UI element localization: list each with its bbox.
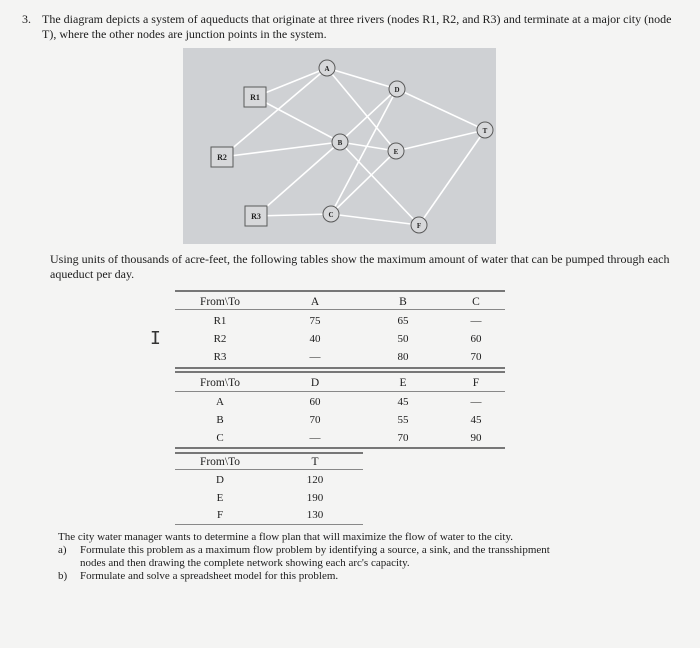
node-label-A: A [324,65,330,73]
table-cell: 130 [306,509,324,521]
node-label-D: D [394,86,400,94]
edge-C-D [331,89,397,214]
table1-bottom-rule [175,367,505,369]
table-cell: 70 [309,414,321,426]
node-E [388,143,404,159]
table1-top-rule [175,290,505,292]
table2-header-col: E [399,377,407,389]
table-row-label: R1 [213,315,227,327]
table-cell: 120 [306,474,324,486]
edge-A-D [327,68,397,89]
edge-R3-B [256,142,340,216]
table-row-label: D [216,474,224,486]
part-a [58,544,658,570]
edge-B-F [340,142,419,225]
edge-D-T [397,89,485,130]
table-cell: 80 [397,351,409,363]
table-cell: 45 [470,414,482,426]
table-row-label: R3 [213,351,227,363]
node-B [332,134,348,150]
closing-section [58,531,658,583]
node-D [389,81,405,97]
table1-header-col: A [310,296,320,308]
table3-header-from: From\To [199,456,241,468]
edge-C-F [331,214,419,225]
table3-header-col: T [311,456,319,468]
closing-text: The city water manager wants to determine a flow plan that will maximize the flow of water to the city. [58,531,514,543]
tables-intro-text: Using units of thousands of acre-feet, the following tables show the maximum amount of water that can be pumped through each aqueduct per day. [50,252,670,281]
node-label-R2: R2 [217,153,227,162]
table2-header-col: F [472,377,480,389]
node-label-R3: R3 [251,212,261,221]
table-row-label: B [216,414,224,426]
table-cell: — [309,432,321,444]
table-row-label: A [216,396,224,408]
table1-header-col: C [472,296,480,308]
table-cell: — [470,315,482,327]
table2-header-col: D [310,377,320,389]
aqueduct-network-diagram [183,48,496,244]
node-label-F: F [416,222,422,230]
network-svg [183,48,496,244]
table-cell: 75 [309,315,321,327]
part-a-label: a) [58,544,67,556]
node-label-R1: R1 [250,93,260,102]
table-row-label: C [216,432,224,444]
node-R1 [244,87,266,107]
table1-header-col: B [399,296,407,308]
node-F [411,217,427,233]
table-cell: 70 [470,351,482,363]
table-row-label: F [216,509,224,521]
table3-top-rule [175,452,363,454]
part-b-text: Formulate and solve a spreadsheet model for this problem. [80,570,339,582]
question-number: 3. [22,12,31,26]
table-cell: 65 [397,315,409,327]
table-cell: 60 [309,396,321,408]
table-cell: — [470,396,482,408]
edge-F-T [419,130,485,225]
table3-bottom-rule [175,524,363,525]
node-T [477,122,493,138]
table2-bottom-rule [175,447,505,449]
table-cell: 45 [397,396,409,408]
table-cell: 55 [397,414,409,426]
table1-header-from: From\To [199,296,241,308]
edge-R2-A [222,68,327,157]
table2-header-rule [175,391,505,392]
node-R2 [211,147,233,167]
table-cell: 50 [397,333,409,345]
part-a-text: Formulate this problem as a maximum flow problem by identifying a source, a sink, and the transshipment [80,544,550,556]
table2-header-from: From\To [199,377,241,389]
edge-R2-B [222,142,340,157]
table2-top-rule [175,371,505,373]
table-cell: 60 [470,333,482,345]
edge-R1-B [255,97,340,142]
node-label-B: B [337,139,343,147]
table-cell: — [309,351,321,363]
node-R3 [245,206,267,226]
question-text: The diagram depicts a system of aqueducts that originate at three rivers (nodes R1, R2, and R3) and terminate at a major city (node T), where the other nodes are junction points in the system. [42,12,672,41]
node-A [319,60,335,76]
table1-header-rule [175,309,505,310]
node-C [323,206,339,222]
part-a-text-continued: nodes and then drawing the complete network showing each arc's capacity. [80,557,410,569]
table-cell: 40 [309,333,321,345]
table-row-label: E [216,492,224,504]
part-b [58,570,658,583]
table-cell: 90 [470,432,482,444]
part-b-label: b) [58,570,68,582]
table3-header-rule [175,469,363,470]
edge-B-D [340,89,397,142]
node-label-T: T [482,127,488,135]
node-label-C: C [328,211,334,219]
table-cell: 70 [397,432,409,444]
text-cursor-icon: I [150,328,161,349]
node-label-E: E [393,148,399,156]
edge-C-E [331,151,396,214]
table-cell: 190 [306,492,324,504]
table-row-label: R2 [213,333,227,345]
